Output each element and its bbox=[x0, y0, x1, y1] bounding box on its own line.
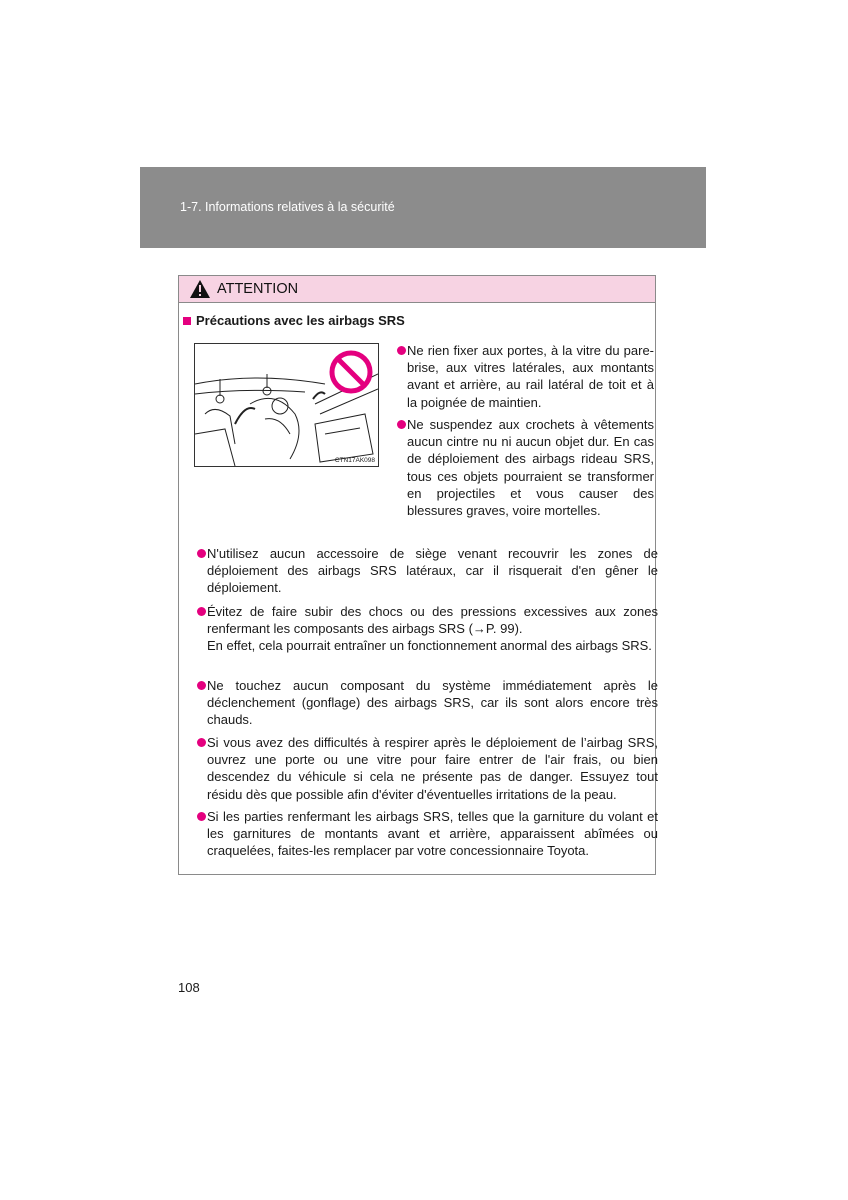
attention-header bbox=[179, 276, 655, 303]
list-item: Ne rien fixer aux portes, à la vitre du pare-brise, aux vitres latérales, aux montants avant et arrière, au rail latéral de toit et à la poignée de maintien. bbox=[397, 342, 654, 411]
list-item: Si vous avez des difficultés à respirer après le déploiement de l’airbag SRS, ouvrez une porte ou une vitre pour faire entrer de l'air frais, ou bien descendez du véhicule si cela ne présente pas de danger. Essuyez tout résidu dès que possible afin d'éviter d'éventuelles irritations de la peau. bbox=[197, 734, 658, 803]
vehicle-interior-drawing bbox=[195, 344, 378, 466]
header-band bbox=[140, 167, 706, 248]
warning-icon bbox=[189, 279, 211, 299]
airbag-illustration bbox=[194, 343, 379, 467]
list-item: Si les parties renfermant les airbags SRS, telles que la garniture du volant et les garnitures de montants avant et arrière, apparaissent abîmées ou craquelées, faites-les remplacer par votre concessionnaire Toyota. bbox=[197, 808, 658, 860]
page-number: 108 bbox=[178, 980, 200, 995]
list-item: Ne touchez aucun composant du système immédiatement après le déclenchement (gonflage) des airbags SRS, car ils sont alors encore très chauds. bbox=[197, 677, 658, 729]
bullet-dot-icon bbox=[397, 346, 406, 355]
bullet-dot-icon bbox=[197, 812, 206, 821]
prohibition-icon bbox=[332, 353, 370, 391]
list-item: Ne suspendez aux crochets à vêtements aucun cintre nu ni aucun objet dur. En cas de déploiement des airbags rideau SRS, tous ces objets pourraient se transformer en projectiles et vous causer des blessures graves, voire mortelles. bbox=[397, 416, 654, 519]
bullet-dot-icon bbox=[197, 738, 206, 747]
list-item: N'utilisez aucun accessoire de siège venant recouvrir les zones de déploiement des airbags SRS latéraux, car il risquerait d'en gêner le déploiement. bbox=[197, 545, 658, 597]
attention-box bbox=[178, 275, 656, 875]
bullet-dot-icon bbox=[197, 681, 206, 690]
attention-title: ATTENTION bbox=[217, 281, 299, 297]
section-title-text: Précautions avec les airbags SRS bbox=[196, 313, 405, 328]
section-header: 1-7. Informations relatives à la sécurité bbox=[180, 200, 395, 214]
square-bullet-icon bbox=[183, 317, 191, 325]
illustration-code: CTN17AK098 bbox=[334, 457, 375, 464]
bullet-dot-icon bbox=[197, 607, 206, 616]
list-item: Évitez de faire subir des chocs ou des pressions excessives aux zones renfermant les composants des airbags SRS (→P. 99). bbox=[197, 603, 658, 637]
list-item-continuation: En effet, cela pourrait entraîner un fonctionnement anormal des airbags SRS. bbox=[207, 638, 652, 653]
section-title bbox=[183, 313, 405, 328]
bullet-dot-icon bbox=[197, 549, 206, 558]
bullet-dot-icon bbox=[397, 420, 406, 429]
